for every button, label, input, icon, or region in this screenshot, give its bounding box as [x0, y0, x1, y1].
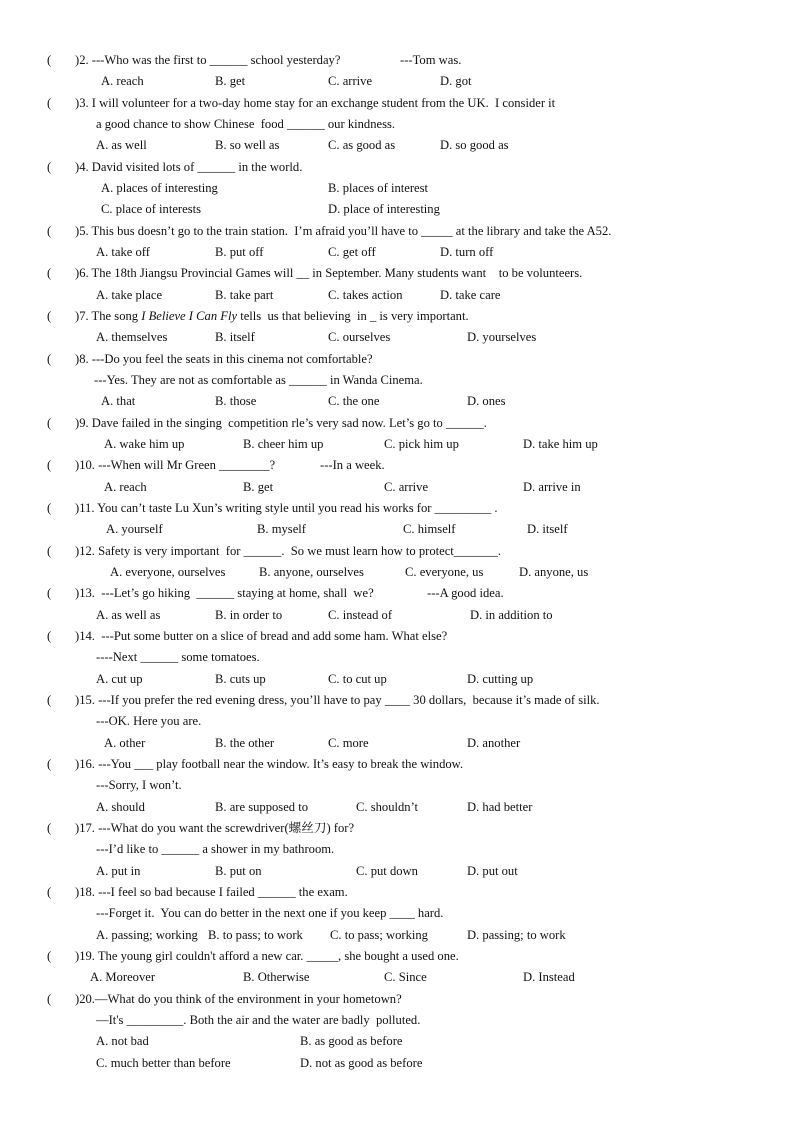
answer-paren: ( [47, 416, 52, 430]
q15-stem-line2: ---OK. Here you are. [96, 714, 202, 728]
q3-stem-line2: a good chance to show Chinese food ______ our kindness. [96, 117, 396, 131]
q13-stem: )13. ---Let’s go hiking ______ staying at home, shall we? [75, 586, 374, 600]
q10-option-d: D. arrive in [523, 480, 581, 494]
q15-stem: )15. ---If you prefer the red evening dress, you’ll have to pay ____ 30 dollars, because it’s made of silk. [75, 693, 600, 707]
q12-option-d: D. anyone, us [519, 565, 589, 579]
q20-option-d: D. not as good as before [300, 1056, 423, 1070]
q2-option-c: C. arrive [328, 74, 373, 88]
q11-option-b: B. myself [257, 522, 306, 536]
q2-option-d: D. got [440, 74, 472, 88]
q6-option-d: D. take care [440, 288, 501, 302]
q12-option-a: A. everyone, ourselves [110, 565, 226, 579]
answer-paren: ( [47, 224, 52, 238]
answer-paren: ( [47, 266, 52, 280]
q18-option-b: B. to pass; to work [208, 928, 303, 942]
q12-stem: )12. Safety is very important for ______. So we must learn how to protect_______. [75, 544, 502, 558]
q9-stem: )9. Dave failed in the singing competition rle’s very sad now. Let’s go to ______. [75, 416, 487, 430]
answer-paren: ( [47, 458, 52, 472]
answer-paren: ( [47, 352, 52, 366]
q6-option-b: B. take part [215, 288, 274, 302]
q2-option-a: A. reach [101, 74, 144, 88]
q13-answer: ---A good idea. [427, 586, 504, 600]
q14-option-a: A. cut up [96, 672, 143, 686]
q14-stem-line2: ----Next ______ some tomatoes. [96, 650, 260, 664]
q10-option-a: A. reach [104, 480, 147, 494]
q19-option-c: C. Since [384, 970, 427, 984]
q9-option-b: B. cheer him up [243, 437, 324, 451]
answer-paren: ( [47, 96, 52, 110]
answer-paren: ( [47, 693, 52, 707]
q14-option-d: D. cutting up [467, 672, 534, 686]
q18-option-a: A. passing; working [96, 928, 198, 942]
q20-option-a: A. not bad [96, 1034, 149, 1048]
answer-paren: ( [47, 629, 52, 643]
q3-option-b: B. so well as [215, 138, 280, 152]
q12-option-c: C. everyone, us [405, 565, 484, 579]
q7-stem-pre: )7. The song [75, 309, 142, 323]
q20-option-c: C. much better than before [96, 1056, 231, 1070]
q4-option-c: C. place of interests [101, 202, 202, 216]
q8-option-b: B. those [215, 394, 257, 408]
q11-stem: )11. You can’t taste Lu Xun’s writing style until you read his works for _________ . [75, 501, 498, 515]
q4-option-d: D. place of interesting [328, 202, 440, 216]
q8-option-a: A. that [101, 394, 136, 408]
answer-paren: ( [47, 821, 52, 835]
q9-option-c: C. pick him up [384, 437, 459, 451]
answer-paren: ( [47, 992, 52, 1006]
q16-option-c: C. shouldn’t [356, 800, 419, 814]
q13-option-d: D. in addition to [470, 608, 553, 622]
answer-paren: ( [47, 885, 52, 899]
q7-option-b: B. itself [215, 330, 255, 344]
q14-option-b: B. cuts up [215, 672, 266, 686]
q16-stem-line2: ---Sorry, I won’t. [96, 778, 182, 792]
q3-option-d: D. so good as [440, 138, 509, 152]
q16-option-b: B. are supposed to [215, 800, 309, 814]
q14-option-c: C. to cut up [328, 672, 387, 686]
q7-option-d: D. yourselves [467, 330, 537, 344]
q10-stem: )10. ---When will Mr Green ________? [75, 458, 276, 472]
q18-option-c: C. to pass; working [330, 928, 428, 942]
q5-option-b: B. put off [215, 245, 264, 259]
q3-option-a: A. as well [96, 138, 147, 152]
q4-option-a: A. places of interesting [101, 181, 218, 195]
q13-option-a: A. as well as [96, 608, 161, 622]
q15-option-b: B. the other [215, 736, 275, 750]
q13-option-c: C. instead of [328, 608, 393, 622]
q7-song-title: I Believe I Can Fly [141, 309, 238, 323]
q11-option-a: A. yourself [106, 522, 163, 536]
q18-stem-line2: ---Forget it. You can do better in the next one if you keep ____ hard. [96, 906, 444, 920]
q5-stem: )5. This bus doesn’t go to the train station. I’m afraid you’ll have to _____ at the library and take the A52. [75, 224, 612, 238]
q7-option-a: A. themselves [96, 330, 168, 344]
q19-option-d: D. Instead [523, 970, 575, 984]
q9-option-a: A. wake him up [104, 437, 185, 451]
q16-option-d: D. had better [467, 800, 533, 814]
q17-stem: )17. ---What do you want the screwdriver(螺丝刀) for? [75, 821, 355, 835]
q15-option-d: D. another [467, 736, 521, 750]
q2-stem: )2. ---Who was the first to ______ school yesterday? [75, 53, 341, 67]
q5-option-d: D. turn off [440, 245, 494, 259]
answer-paren: ( [47, 53, 52, 67]
q6-option-c: C. takes action [328, 288, 403, 302]
answer-paren: ( [47, 501, 52, 515]
answer-paren: ( [47, 586, 52, 600]
q10-answer: ---In a week. [320, 458, 385, 472]
q3-stem: )3. I will volunteer for a two-day home stay for an exchange student from the UK. I consider it [75, 96, 556, 110]
q17-option-a: A. put in [96, 864, 141, 878]
q2-answer: ---Tom was. [400, 53, 462, 67]
q10-option-c: C. arrive [384, 480, 429, 494]
q9-option-d: D. take him up [523, 437, 598, 451]
q19-option-b: B. Otherwise [243, 970, 310, 984]
answer-paren: ( [47, 757, 52, 771]
q17-option-d: D. put out [467, 864, 518, 878]
answer-paren: ( [47, 160, 52, 174]
q7-stem [75, 309, 469, 324]
q14-stem: )14. ---Put some butter on a slice of bread and add some ham. What else? [75, 629, 448, 643]
q13-option-b: B. in order to [215, 608, 283, 622]
q18-option-d: D. passing; to work [467, 928, 566, 942]
q4-option-b: B. places of interest [328, 181, 429, 195]
q17-stem-line2: ---I’d like to ______ a shower in my bathroom. [96, 842, 335, 856]
q20-stem: )20.—What do you think of the environment in your hometown? [75, 992, 402, 1006]
answer-paren: ( [47, 544, 52, 558]
q20-stem-line2: —It's _________. Both the air and the water are badly polluted. [96, 1013, 421, 1027]
q5-option-a: A. take off [96, 245, 150, 259]
q5-option-c: C. get off [328, 245, 376, 259]
answer-paren: ( [47, 949, 52, 963]
q17-option-c: C. put down [356, 864, 418, 878]
q15-option-c: C. more [328, 736, 369, 750]
q19-stem: )19. The young girl couldn't afford a new car. _____, she bought a used one. [75, 949, 459, 963]
q8-option-d: D. ones [467, 394, 506, 408]
q10-option-b: B. get [243, 480, 274, 494]
q11-option-c: C. himself [403, 522, 456, 536]
q2-option-b: B. get [215, 74, 246, 88]
q6-option-a: A. take place [96, 288, 163, 302]
q7-stem-post: tells us that believing in _ is very important. [237, 309, 469, 323]
q16-stem: )16. ---You ___ play football near the window. It’s easy to break the window. [75, 757, 464, 771]
q7-option-c: C. ourselves [328, 330, 391, 344]
q15-option-a: A. other [104, 736, 146, 750]
q12-option-b: B. anyone, ourselves [259, 565, 364, 579]
q20-option-b: B. as good as before [300, 1034, 403, 1048]
q8-stem: )8. ---Do you feel the seats in this cinema not comfortable? [75, 352, 373, 366]
q8-stem-line2: ---Yes. They are not as comfortable as ______ in Wanda Cinema. [94, 373, 423, 387]
answer-paren: ( [47, 309, 52, 323]
q6-stem: )6. The 18th Jiangsu Provincial Games will __ in September. Many students want to be volunteers. [75, 266, 583, 280]
q4-stem: )4. David visited lots of ______ in the world. [75, 160, 303, 174]
q16-option-a: A. should [96, 800, 145, 814]
q17-option-b: B. put on [215, 864, 262, 878]
q3-option-c: C. as good as [328, 138, 396, 152]
q11-option-d: D. itself [527, 522, 568, 536]
q18-stem: )18. ---I feel so bad because I failed ______ the exam. [75, 885, 348, 899]
q8-option-c: C. the one [328, 394, 380, 408]
q19-option-a: A. Moreover [90, 970, 156, 984]
